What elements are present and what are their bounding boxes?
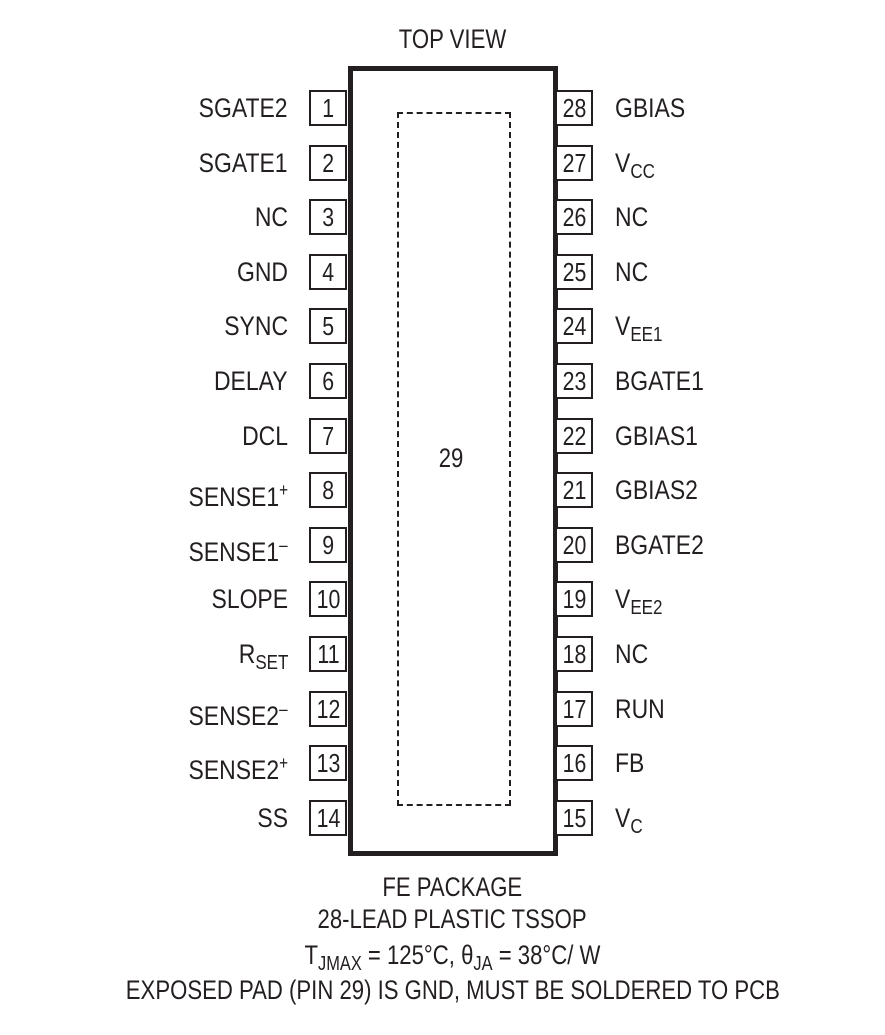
pin-label: $V_{CC}$	[615, 147, 655, 183]
pin-number-box: 18	[555, 636, 593, 672]
pin-label: RUN	[615, 693, 665, 724]
exposed-pad-label: 29	[438, 443, 464, 473]
pin-number-box: 17	[555, 691, 593, 727]
diagram-title: TOP VIEW	[398, 24, 507, 54]
pin-label: GBIAS1	[615, 420, 698, 451]
pin-label: SENSE1+	[188, 480, 288, 513]
pin-label: SENSE2–	[188, 698, 288, 731]
pin-label: NC	[615, 256, 649, 287]
footer-package: FE PACKAGE	[382, 872, 523, 902]
pin-number-box: 7	[309, 418, 347, 454]
pin-number-box: 13	[309, 745, 347, 781]
pin-label: BGATE2	[615, 529, 704, 560]
pin-number-box: 4	[309, 254, 347, 290]
pin-label: GBIAS	[615, 93, 686, 123]
pin-label: SGATE2	[199, 93, 288, 123]
pin-number-box: 8	[309, 472, 347, 508]
pin-number-box: 25	[555, 254, 593, 290]
footer-thermal: $T_{JMAX} = 125^\circ C$, $\theta_{JA} = 38^\circ C/$ W	[304, 940, 601, 975]
pin-label: DCL	[242, 420, 288, 451]
pin-number-box: 16	[555, 745, 593, 781]
pin-number-box: 6	[309, 363, 347, 399]
pin-number-box: 27	[555, 145, 593, 181]
pin-number-box: 19	[555, 581, 593, 617]
pin-number-box: 26	[555, 199, 593, 235]
pin-number-box: 12	[309, 691, 347, 727]
pin-number-box: 11	[309, 636, 347, 672]
pin-label: SGATE1	[199, 147, 288, 178]
pin-number-box: 10	[309, 581, 347, 617]
pin-number-box: 22	[555, 418, 593, 454]
pin-number-box: 15	[555, 800, 593, 836]
pin-number-box: 24	[555, 308, 593, 344]
pin-label: SLOPE	[211, 584, 288, 615]
pin-number-box: 21	[555, 472, 593, 508]
pin-label: $V_C$	[615, 802, 643, 838]
pin-number-box: 3	[309, 199, 347, 235]
pin-label: DELAY	[214, 366, 288, 396]
pin-label: SS	[257, 802, 288, 833]
pin-label: SENSE2+	[188, 753, 288, 786]
pin-number-box: 2	[309, 145, 347, 181]
pin-label: NC	[615, 639, 649, 669]
pin-label: GBIAS2	[615, 475, 698, 506]
pin-number-box: 9	[309, 527, 347, 563]
pin-number-box: 14	[309, 800, 347, 836]
pin-number-box: 23	[555, 363, 593, 399]
pin-label: GND	[237, 256, 288, 287]
pin-label: SENSE1–	[188, 534, 288, 567]
pin-number-box: 5	[309, 308, 347, 344]
pin-label: NC	[254, 202, 288, 233]
pin-number-box: 1	[309, 90, 347, 126]
footer-lead: 28-LEAD PLASTIC TSSOP	[317, 904, 588, 934]
pin-number-box: 20	[555, 527, 593, 563]
pin-label: $V_{EE1}$	[615, 311, 663, 347]
pin-number-box: 28	[555, 90, 593, 126]
pin-label: $R_{SET}$	[238, 639, 288, 674]
pin-label: $V_{EE2}$	[615, 584, 663, 620]
pin-label: BGATE1	[615, 366, 704, 396]
footer-note: EXPOSED PAD (PIN 29) IS GND, MUST BE SOLDERED TO PCB	[125, 975, 780, 1005]
pin-label: SYNC	[224, 311, 288, 342]
pin-label: FB	[615, 748, 645, 779]
pin-label: NC	[615, 202, 649, 233]
